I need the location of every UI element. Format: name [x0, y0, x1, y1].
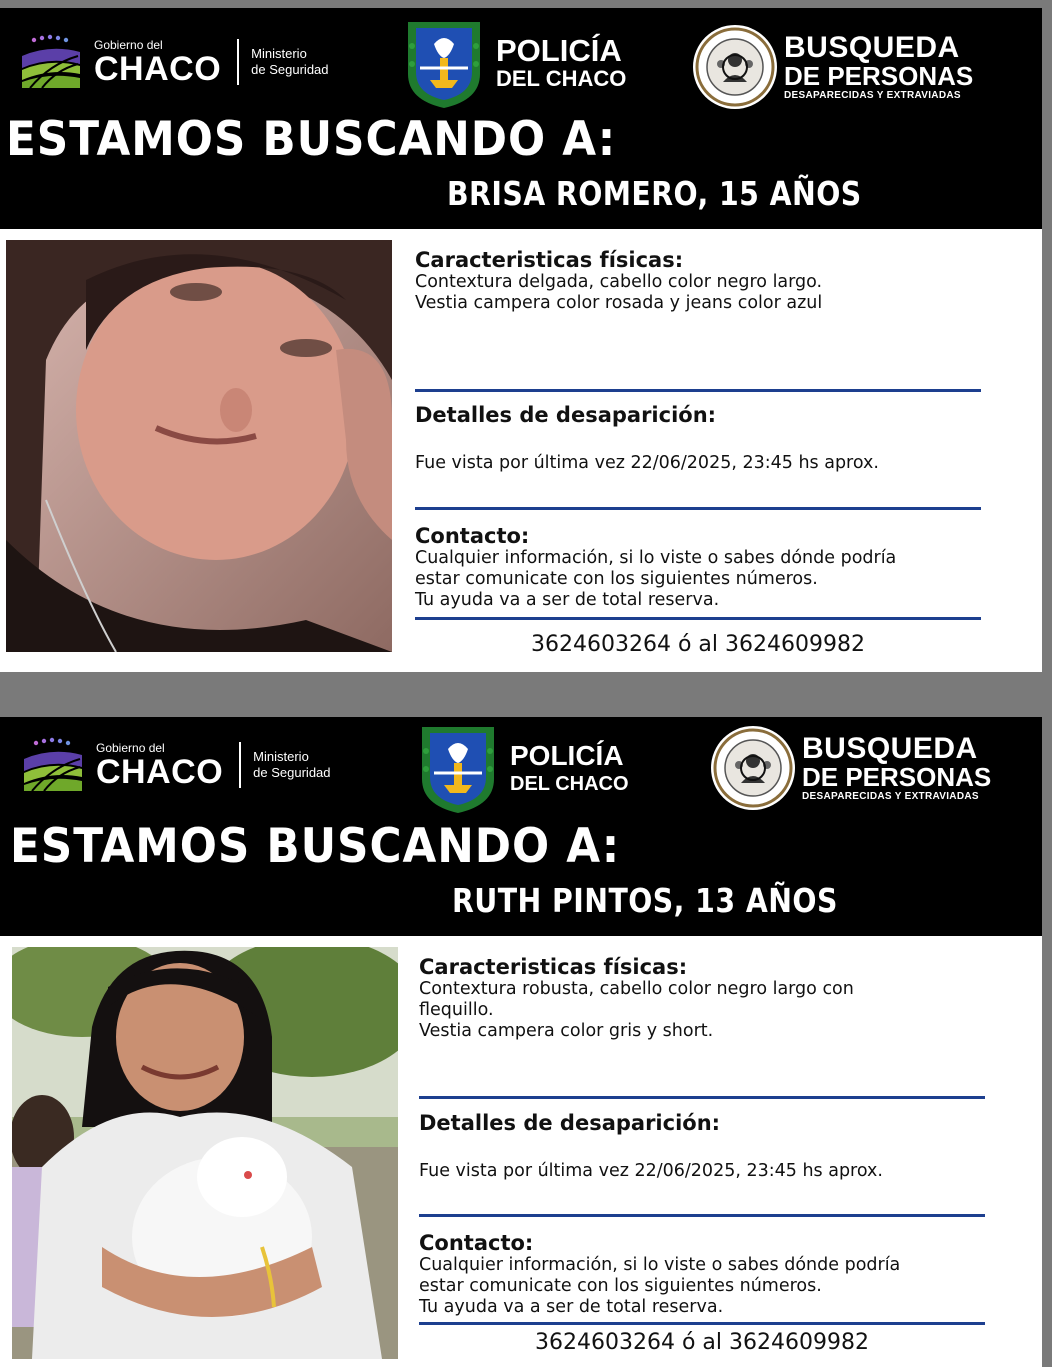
caracteristicas-line: flequillo.: [419, 1000, 494, 1020]
busqueda-personas-logo: [692, 24, 973, 110]
contacto-line: estar comunicate con los siguientes números.: [419, 1276, 822, 1296]
contacto-line: Cualquier información, si lo viste o sabes dónde podría: [415, 548, 897, 568]
missing-person-photo: [12, 947, 398, 1359]
logo-divider: [237, 39, 239, 85]
caracteristicas-line: Vestia campera color rosada y jeans color azul: [415, 293, 823, 313]
del-chaco-label: DEL CHACO: [496, 66, 627, 91]
poster-headline: ESTAMOS BUSCANDO A:: [6, 112, 617, 167]
contacto-line: Tu ayuda va a ser de total reserva.: [419, 1297, 724, 1317]
ministerio-label: Ministerio: [253, 749, 309, 764]
contact-phones: 3624603264 ó al 3624609982: [535, 1330, 869, 1355]
section-divider: [415, 507, 981, 510]
gobierno-chaco-logo: [20, 34, 329, 90]
chaco-label: CHACO: [94, 49, 222, 88]
missing-person-poster-1: [0, 8, 1042, 672]
gobierno-label: Gobierno del: [94, 37, 163, 52]
busqueda-label: BUSQUEDA: [802, 732, 978, 765]
poster-info: [419, 955, 1019, 1367]
missing-person-poster-2: [0, 717, 1042, 1367]
busqueda-seal-icon: [692, 24, 778, 110]
caracteristicas-line: Contextura delgada, cabello color negro largo.: [415, 272, 823, 292]
poster-header: [0, 8, 1042, 229]
detalles-title: Detalles de desaparición:: [415, 403, 717, 427]
busqueda-seal-icon: [710, 725, 796, 811]
contacto-line: Cualquier información, si lo viste o sabes dónde podría: [419, 1255, 901, 1275]
poster-headline: ESTAMOS BUSCANDO A:: [10, 819, 621, 874]
gobierno-chaco-logo: [22, 737, 331, 793]
del-chaco-label: DEL CHACO: [510, 773, 629, 795]
section-divider: [419, 1322, 985, 1325]
section-divider: [415, 389, 981, 392]
detalles-text: Fue vista por última vez 22/06/2025, 23:45 hs aprox.: [415, 453, 879, 473]
busqueda-personas-logo: [710, 725, 991, 811]
de-personas-label: DE PERSONAS: [784, 61, 974, 91]
police-shield-icon: [414, 721, 502, 815]
section-divider: [419, 1096, 985, 1099]
de-personas-label: DE PERSONAS: [802, 762, 992, 792]
missing-person-photo: [6, 240, 392, 652]
section-divider: [419, 1214, 985, 1217]
missing-person-name: BRISA ROMERO, 15 AÑOS: [447, 174, 862, 213]
caracteristicas-title: Caracteristicas físicas:: [415, 248, 684, 272]
ministerio-label: Ministerio: [251, 46, 307, 61]
seguridad-label: de Seguridad: [253, 765, 331, 780]
missing-person-name: RUTH PINTOS, 13 AÑOS: [452, 881, 838, 920]
chaco-emblem-icon: [22, 737, 84, 793]
poster-header: [0, 717, 1042, 936]
policia-label: POLICÍA: [496, 33, 622, 68]
poster-info: [415, 248, 1015, 668]
contacto-title: Contacto:: [419, 1231, 534, 1255]
chaco-label: CHACO: [96, 752, 224, 791]
caracteristicas-title: Caracteristicas físicas:: [419, 955, 688, 979]
contacto-title: Contacto:: [415, 524, 530, 548]
policia-chaco-logo: [414, 721, 629, 815]
caracteristicas-line: Contextura robusta, cabello color negro largo con: [419, 979, 854, 999]
police-shield-icon: [400, 16, 488, 110]
detalles-title: Detalles de desaparición:: [419, 1111, 721, 1135]
contacto-line: Tu ayuda va a ser de total reserva.: [415, 590, 720, 610]
contacto-line: estar comunicate con los siguientes números.: [415, 569, 818, 589]
gobierno-label: Gobierno del: [96, 740, 165, 755]
policia-chaco-logo: [400, 16, 626, 110]
busqueda-label: BUSQUEDA: [784, 31, 960, 64]
logo-divider: [239, 742, 241, 788]
desaparecidas-label: DESAPARECIDAS Y EXTRAVIADAS: [802, 791, 979, 802]
section-divider: [415, 617, 981, 620]
detalles-text: Fue vista por última vez 22/06/2025, 23:45 hs aprox.: [419, 1161, 883, 1181]
caracteristicas-line: Vestia campera color gris y short.: [419, 1021, 714, 1041]
seguridad-label: de Seguridad: [251, 62, 329, 77]
chaco-emblem-icon: [20, 34, 82, 90]
policia-label: POLICÍA: [510, 740, 624, 771]
contact-phones: 3624603264 ó al 3624609982: [531, 632, 865, 657]
desaparecidas-label: DESAPARECIDAS Y EXTRAVIADAS: [784, 90, 961, 101]
